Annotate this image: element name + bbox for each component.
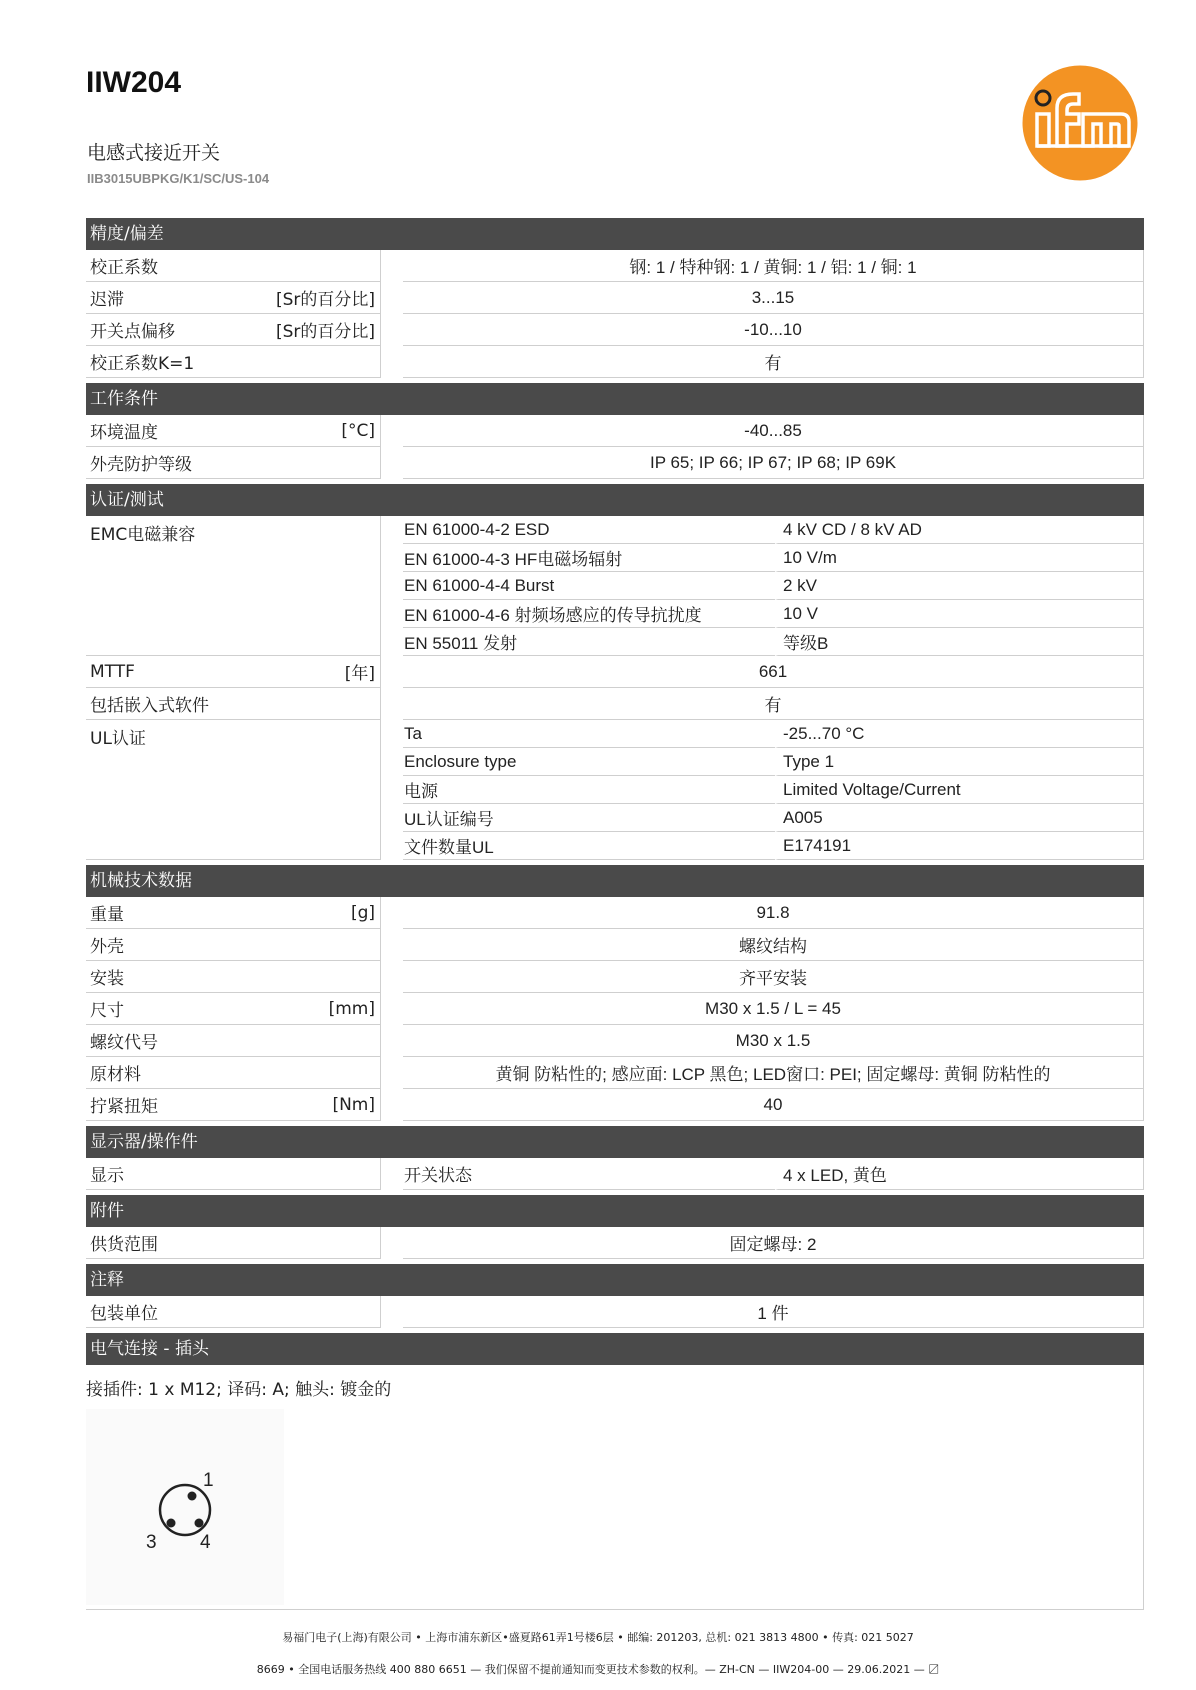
row-unit: [年] (344, 664, 375, 684)
row-value: 固定螺母: 2 (403, 1227, 1144, 1259)
row-unit: [mm] (328, 998, 375, 1019)
section-header-certification: 认证/测试 (86, 484, 1144, 516)
ifm-logo-icon (1021, 64, 1139, 182)
row-unit: [g] (350, 902, 375, 923)
section-header-accessories: 附件 (86, 1195, 1144, 1227)
row-label: 包装单位 (86, 1296, 381, 1328)
row-correction-factor (86, 250, 1144, 282)
row-label: 开关点偏移 [Sr的百分比] (86, 314, 381, 346)
electrical-connection-box (86, 1365, 1144, 1610)
row-label: MTTF [年] (86, 656, 381, 688)
pin-label-1: 1 (203, 1470, 214, 1491)
row-label: 迟滞 [Sr的百分比] (86, 282, 381, 314)
product-title: IIW204 (86, 66, 182, 99)
row-value: 钢: 1 / 特种钢: 1 / 黄铜: 1 / 铝: 1 / 铜: 1 (403, 250, 1144, 282)
row-label: 尺寸 [mm] (86, 993, 381, 1025)
ul-item: UL认证编号 A005 (403, 804, 1144, 832)
row-label: 环境温度 [°C] (86, 415, 381, 447)
row-hysteresis (86, 282, 1144, 314)
display-item: 开关状态 4 x LED, 黄色 (403, 1158, 1144, 1190)
row-thread (86, 1025, 1144, 1057)
row-correction-k1 (86, 346, 1144, 378)
row-value: -40...85 (403, 415, 1144, 447)
row-label: UL认证 (86, 720, 381, 860)
product-subtitle: 电感式接近开关 (87, 142, 221, 164)
row-emc (86, 516, 1144, 656)
row-label: 外壳 (86, 929, 381, 961)
pin-label-4: 4 (200, 1532, 211, 1553)
row-value: 40 (403, 1089, 1144, 1121)
ul-item: Ta -25...70 °C (403, 720, 1144, 748)
row-label: 校正系数 (86, 250, 381, 282)
row-dimensions (86, 993, 1144, 1025)
ul-item: 电源 Limited Voltage/Current (403, 776, 1144, 804)
row-label: 供货范围 (86, 1227, 381, 1259)
row-value: 有 (403, 346, 1144, 378)
row-value: M30 x 1.5 (403, 1025, 1144, 1057)
emc-item: EN 55011 发射 等级B (403, 628, 1144, 656)
row-housing (86, 929, 1144, 961)
row-scope-of-supply (86, 1227, 1144, 1259)
row-ul (86, 720, 1144, 860)
emc-item: EN 61000-4-6 射频场感应的传导抗扰度 10 V (403, 600, 1144, 628)
product-code: IIB3015UBPKG/K1/SC/US-104 (87, 171, 270, 186)
row-label: 校正系数K=1 (86, 346, 381, 378)
row-unit: [°C] (341, 420, 375, 441)
row-value: IP 65; IP 66; IP 67; IP 68; IP 69K (403, 447, 1144, 479)
row-value: 有 (403, 688, 1144, 720)
footer-address: 易福门电子(上海)有限公司 • 上海市浦东新区•盛夏路61弄1号楼6层 • 邮编: 201203, 总机: 021 3813 4800 • 传真: 021 5027 (282, 1631, 914, 1644)
row-unit: [Sr的百分比] (275, 290, 375, 310)
connector-description: 接插件: 1 x M12; 译码: A; 触头: 镀金的 (86, 1380, 392, 1400)
row-label: 外壳防护等级 (86, 447, 381, 479)
row-value: 齐平安装 (403, 961, 1144, 993)
m12-connector-pinout-icon (86, 1409, 284, 1605)
row-value: 91.8 (403, 897, 1144, 929)
page-mark: 〼 (928, 1663, 940, 1676)
row-label: 螺纹代号 (86, 1025, 381, 1057)
row-unit: [Nm] (332, 1094, 375, 1115)
row-embedded-software (86, 688, 1144, 720)
emc-item: EN 61000-4-4 Burst 2 kV (403, 572, 1144, 600)
section-header-display: 显示器/操作件 (86, 1126, 1144, 1158)
ul-item: Enclosure type Type 1 (403, 748, 1144, 776)
row-ambient-temp (86, 415, 1144, 447)
datasheet-table (86, 218, 1144, 1610)
row-value: 黄铜 防粘性的; 感应面: LCP 黑色; LED窗口: PEI; 固定螺母: 黄铜 防粘性的 (403, 1057, 1144, 1089)
footer-legal: 8669 • 全国电话服务热线 400 880 6651 — 我们保留不提前通知而变更技术参数的权利。— ZH-CN — IIW204-00 — 29.06.2021 — 〼 (256, 1663, 940, 1676)
section-header-mechanical: 机械技术数据 (86, 865, 1144, 897)
row-value: 3...15 (403, 282, 1144, 314)
ul-item: 文件数量UL E174191 (403, 832, 1144, 860)
row-weight (86, 897, 1144, 929)
row-mounting (86, 961, 1144, 993)
emc-item: EN 61000-4-2 ESD 4 kV CD / 8 kV AD (403, 516, 1144, 544)
section-header-operating: 工作条件 (86, 383, 1144, 415)
row-value: 螺纹结构 (403, 929, 1144, 961)
row-protection-rating (86, 447, 1144, 479)
emc-item: EN 61000-4-3 HF电磁场辐射 10 V/m (403, 544, 1144, 572)
row-label: 显示 (86, 1158, 381, 1190)
row-display (86, 1158, 1144, 1190)
row-value: 661 (403, 656, 1144, 688)
row-value: M30 x 1.5 / L = 45 (403, 993, 1144, 1025)
row-switch-point-drift (86, 314, 1144, 346)
section-header-electrical: 电气连接 - 插头 (86, 1333, 1144, 1365)
row-unit: [Sr的百分比] (275, 322, 375, 342)
section-header-notes: 注释 (86, 1264, 1144, 1296)
row-label: 拧紧扭矩 [Nm] (86, 1089, 381, 1121)
row-label: 安装 (86, 961, 381, 993)
row-mttf (86, 656, 1144, 688)
pin-label-3: 3 (146, 1532, 157, 1553)
row-label: 重量 [g] (86, 897, 381, 929)
row-materials (86, 1057, 1144, 1089)
row-value: 1 件 (403, 1296, 1144, 1328)
row-label: 原材料 (86, 1057, 381, 1089)
row-torque (86, 1089, 1144, 1121)
row-packaging-unit (86, 1296, 1144, 1328)
row-label: EMC电磁兼容 (86, 516, 381, 656)
row-value: -10...10 (403, 314, 1144, 346)
section-header-accuracy: 精度/偏差 (86, 218, 1144, 250)
row-label: 包括嵌入式软件 (86, 688, 381, 720)
